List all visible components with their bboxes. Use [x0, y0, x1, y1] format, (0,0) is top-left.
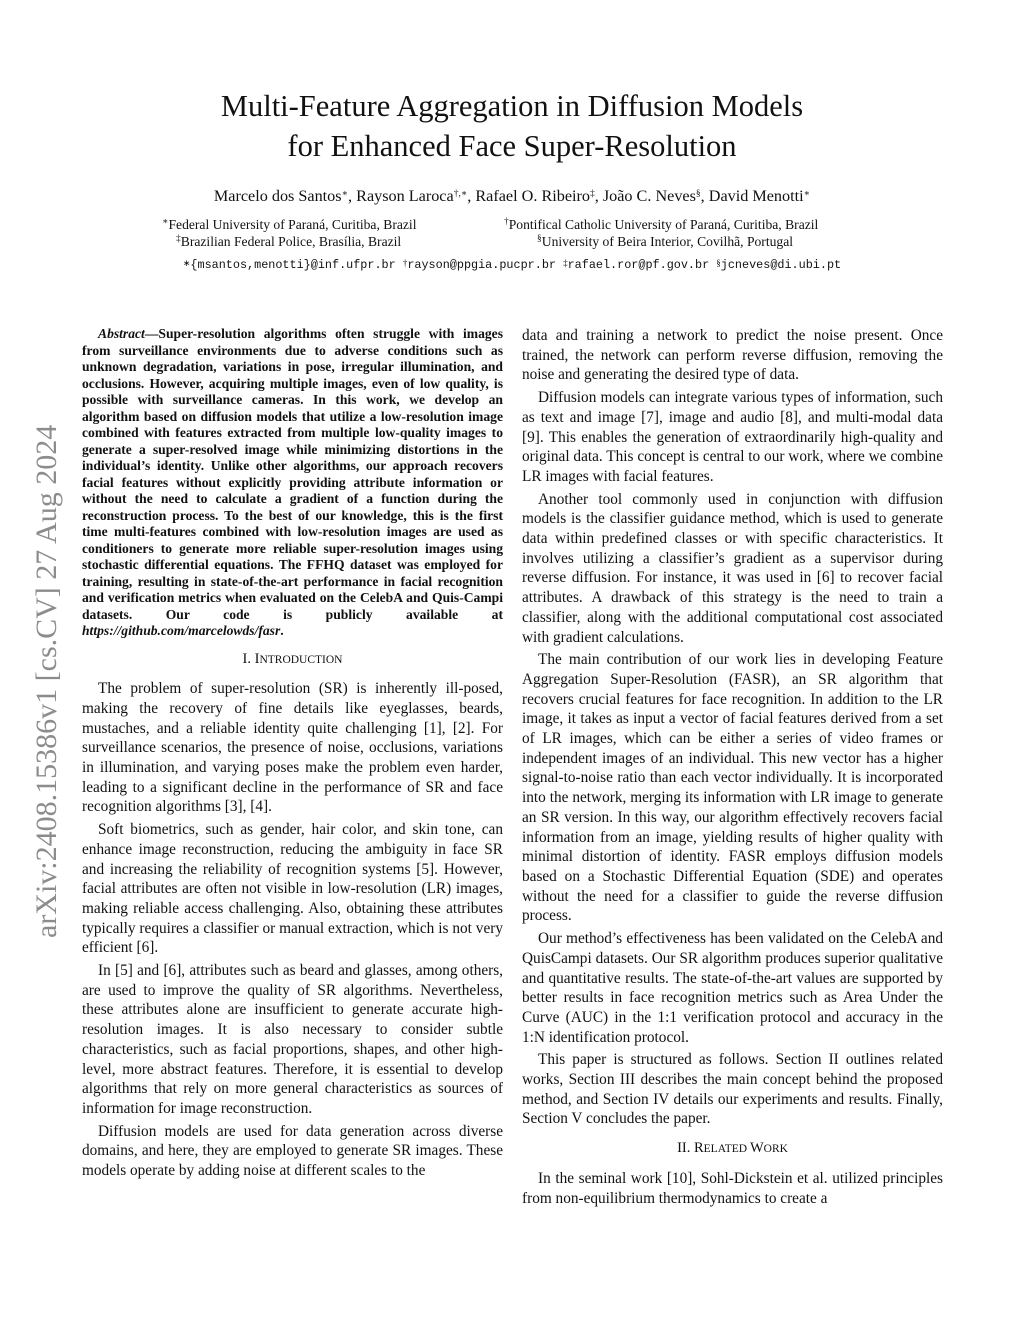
abstract-label: Abstract [98, 326, 145, 341]
author-mark: ‡ [590, 189, 595, 199]
email-mark: † [402, 258, 408, 268]
paragraph: The problem of super-resolution (SR) is inherently ill-posed, making the recovery of fine details like eyeglasses, beards, mustaches, and a reliable identity quite challenging [1], [2]. For surveillance scenarios, the presence of noise, occlusions, variations in illumination, and varying poses make the problem even harder, leading to a significant decline in the performance of SR and face recognition algorithms [3], [4]. [82, 680, 503, 816]
section-rest: ORK [763, 1143, 788, 1156]
abstract-end: . [280, 623, 284, 638]
paragraph: In [5] and [6], attributes such as beard and glasses, among others, are used to improve the quality of SR algorithms. Nevertheless, these attributes alone are insufficient to generate accurate high-resolution images. It is also necessary to consider subtle characteristics, such as facial proportions, shapes, and other high-level, more abstract features. Therefore, it is essential to develop algorithms that rely on more general characteristics as sources of information for image reconstruction. [82, 962, 503, 1117]
author-mark: †,∗ [453, 189, 468, 199]
title-line-1: Multi-Feature Aggregation in Diffusion Models [220, 89, 804, 123]
paragraph: Diffusion models can integrate various types of information, such as text and image [7], image and audio [8], and multi-modal data [9]. This enables the generation of extraordinarily high-quality and original data. This concept is central to our work, where we combine LR images with facial features. [522, 389, 943, 485]
affiliation-4 [537, 233, 793, 250]
email-mark: § [716, 258, 721, 268]
email[interactable]: {msantos,menotti}@inf.ufpr.br [190, 258, 396, 272]
author-mark: § [695, 189, 701, 199]
author-name: Rayson Laroca [356, 187, 454, 205]
affiliation-text: Federal University of Paraná, Curitiba, Brazil [168, 217, 417, 232]
author-name: Marcelo dos Santos [213, 187, 342, 205]
section-initial: W [749, 1140, 764, 1157]
section-initial: I [254, 650, 260, 667]
affiliation-3 [176, 233, 401, 250]
author-name: David Menotti [708, 187, 804, 205]
author-name: João C. Neves [602, 187, 696, 205]
paragraph: Diffusion models are used for data generation across diverse domains, and here, they are employed to generate SR images. These models operate by adding noise at different scales to the [82, 1122, 503, 1180]
author-mark: ∗ [341, 189, 349, 199]
arxiv-sidebar-identifier: arXiv:2408.15386v1 [cs.CV] 27 Aug 2024 [30, 424, 63, 938]
email-mark: ‡ [563, 258, 568, 268]
paragraph: Another tool commonly used in conjunction with diffusion models is the classifier guidance method, which is used to generate data within predefined classes or with specific characteristics. It involves utilizing a classifier’s gradient as a supervisor during reverse diffusion. For instance, it was used in [6] to recover facial attributes. A drawback of this strategy is the need to train a classifier, along with the additional computational cost associated with gradient calculations. [522, 490, 943, 646]
abstract [82, 326, 503, 640]
email-mark: ∗ [182, 258, 191, 268]
code-link[interactable]: https://github.com/marcelowds/fasr [82, 623, 281, 638]
email[interactable]: jcneves@di.ubi.pt [720, 258, 842, 272]
section-number: II. [677, 1140, 694, 1157]
title-line-2: for Enhanced Face Super-Resolution [287, 129, 737, 163]
paragraph: This paper is structured as follows. Section II outlines related works, Section III describes the main concept behind the proposed method, and Section IV details our experiments and results. Finally, Section V concludes the paper. [522, 1051, 943, 1128]
email-list [0, 257, 1024, 273]
paragraph: In the seminal work [10], Sohl-Dickstein et al. utilized principles from non-equilibrium thermodynamics to create a [522, 1169, 943, 1207]
section-rest: ELATED [703, 1143, 750, 1156]
email[interactable]: rafael.ror@pf.gov.br [567, 258, 710, 272]
author-mark: ∗ [803, 189, 811, 199]
left-column [82, 326, 503, 1181]
affiliation-mark: † [504, 217, 509, 227]
affiliation-mark: § [537, 234, 542, 244]
affiliation-mark: ∗ [162, 217, 169, 227]
affiliation-1 [162, 216, 416, 233]
affiliation-text: Pontifical Catholic University of Paraná, Curitiba, Brazil [508, 217, 819, 232]
email[interactable]: rayson@ppgia.pucpr.br [407, 258, 556, 272]
section-heading-related-work [522, 1139, 943, 1160]
section-initial: R [693, 1140, 704, 1157]
section-heading-introduction [82, 650, 503, 671]
author-name: Rafael O. Ribeiro [475, 187, 590, 205]
paragraph: Our method’s effectiveness has been validated on the CelebA and QuisCampi datasets. Our SR algorithm produces superior qualitative and quantitative results. The state-of-the-art values are supported by better results in face recognition metrics such as Area Under the Curve (AUC) in the 1:1 verification protocol and accuracy in the 1:N identification protocol. [522, 930, 943, 1046]
author-list: Marcelo dos Santos∗, Rayson Laroca†,∗, Rafael O. Ribeiro‡, João C. Neves§, David Menotti∗ [213, 187, 811, 205]
affiliation-mark: ‡ [176, 234, 181, 244]
paragraph: data and training a network to predict the noise present. Once trained, the network can perform reverse diffusion, removing the noise and generating the desired type of data. [522, 327, 943, 384]
paragraph: Soft biometrics, such as gender, hair color, and skin tone, can enhance image reconstruction, reducing the ambiguity in face SR and increasing the reliability of recognition systems [5]. However, facial attributes are often not visible in low-resolution (LR) images, making reliable access challenging. Also, obtaining these attributes typically requires a classifier or manual extraction, which is not very efficient [6]. [82, 821, 503, 957]
right-column [522, 326, 943, 1208]
section-rest: NTRODUCTION [259, 653, 343, 666]
affiliation-text: University of Beira Interior, Covilhã, Portugal [541, 234, 794, 249]
abstract-body: —Super-resolution algorithms often struggle with images from surveillance environments due to adverse conditions such as unknown degradation, variations in pose, irregular illumination, and occlusions. However, acquiring multiple images, even of low quality, is possible with surveillance cameras. In this work, we develop an algorithm based on diffusion models that utilize a low-resolution image combined with features extracted from multiple low-quality images to generate a super-resolved image while minimizing distortions in the individual’s identity. Unlike other algorithms, our approach recovers facial features without explicitly providing attribute information or without the need to calculate a gradient of a function during the reconstruction process. To the best of our knowledge, this is the first time multi-features combined with low-resolution images are used as conditioners to generate more reliable super-resolution images using stochastic differential equations. The FFHQ dataset was employed for training, resulting in state-of-the-art performance in facial recognition and verification metrics when evaluated on the CelebA and Quis-Campi datasets. Our code is publicly available at [82, 326, 503, 622]
affiliation-2 [504, 216, 818, 233]
paragraph: The main contribution of our work lies in developing Feature Aggregation Super-Resolution (FASR), an SR algorithm that recovers crucial features for face recognition. In addition to the LR image, it takes as input a vector of facial features derived from a set of LR images, which can be either a series of video frames or independent images of an individual. This new vector has a higher signal-to-noise ratio than each vector individually. It is incorporated into the network, merging its information with LR image to generate an SR version. In this way, our algorithm effectively recovers facial information from an image, yielding results of higher quality with minimal distortion of identity. FASR employs diffusion models based on a Stochastic Differential Equation (SDE) and operates without the need for a classifier to guide the reverse diffusion process. [522, 651, 943, 925]
affiliation-text: Brazilian Federal Police, Brasília, Brazil [180, 234, 402, 249]
paper-title [0, 86, 1024, 166]
section-number: I. [242, 650, 255, 667]
